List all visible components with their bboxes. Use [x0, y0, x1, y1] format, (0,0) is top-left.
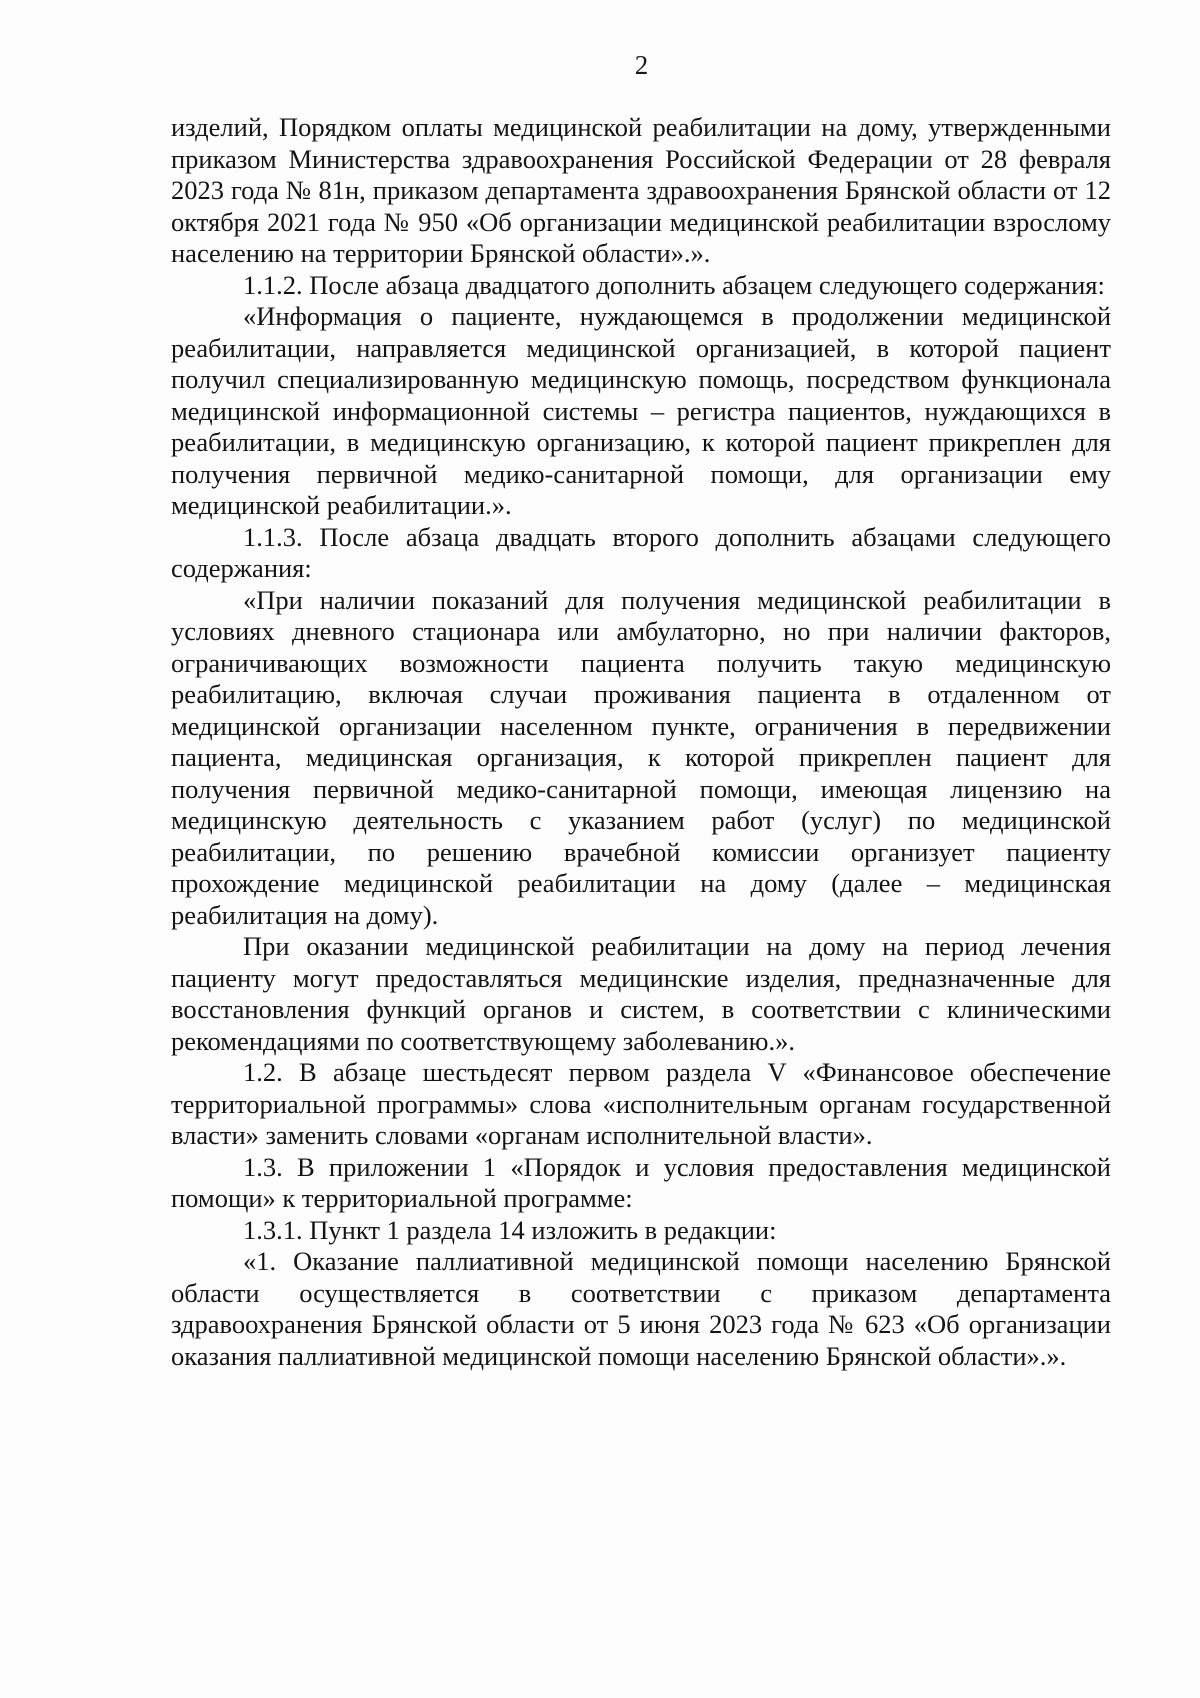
- paragraph-quote-patient-info: «Информация о пациенте, нуждающемся в продолжении медицинской реабилитации, направляется медицинской организацией, в которой пациент получил специализированную медицинскую помощь, посредством функционала медицинской информационной системы – регистра пациентов, нуждающихся в реабилитации, в медицинскую организацию, к которой пациент прикреплен для получения первичной медико-санитарной помощи, для организации ему медицинской реабилитации.».: [171, 301, 1111, 520]
- paragraph-continuation: изделий, Порядком оплаты медицинской реабилитации на дому, утвержденными приказом Министерства здравоохранения Российской Федерации от 28 февраля 2023 года № 81н, приказом департамента здравоохранения Брянской области от 12 октября 2021 года № 950 «Об организации медицинской реабилитации взрослому населению на территории Брянской области».».: [171, 112, 1111, 268]
- page-number: 2: [634, 50, 649, 80]
- paragraph-1-3: 1.3. В приложении 1 «Порядок и условия предоставления медицинской помощи» к территориальной программе:: [171, 1151, 1111, 1213]
- paragraph-1-1-3: 1.1.3. После абзаца двадцать второго дополнить абзацами следующего содержания:: [171, 521, 1111, 583]
- paragraph-quote-home-rehab: «При наличии показаний для получения медицинской реабилитации в условиях дневного стационара или амбулаторно, но при наличии факторов, ограничивающих возможности пациента получить такую медицинскую реабилитацию, включая случаи проживания пациента в отдаленном от медицинской организации населенном пункте, ограничения в передвижении пациента, медицинская организация, к которой прикреплен пациент для получения первичной медико-санитарной помощи, имеющая лицензию на медицинскую деятельность с указанием работ (услуг) по медицинской реабилитации, по решению врачебной комиссии организует пациенту прохождение медицинской реабилитации на дому (далее – медицинская реабилитация на дому).: [171, 584, 1111, 930]
- paragraph-1-3-1: 1.3.1. Пункт 1 раздела 14 изложить в редакции:: [243, 1214, 777, 1245]
- paragraph-1-2: 1.2. В абзаце шестьдесят первом раздела V «Финансовое обеспечение территориальной программы» слова «исполнительным органам государственной власти» заменить словами «органам исполнительной власти».: [171, 1057, 1111, 1150]
- paragraph-quote-palliative: «1. Оказание паллиативной медицинской помощи населению Брянской области осуществляется в соответствии с приказом департамента здравоохранения Брянской области от 5 июня 2023 года № 623 «Об организации оказания паллиативной медицинской помощи населению Брянской области».».: [171, 1246, 1111, 1371]
- document-body: [171, 112, 1111, 1372]
- paragraph-medical-devices: При оказании медицинской реабилитации на дому на период лечения пациенту могут предоставляться медицинские изделия, предназначенные для восстановления функций органов и систем, в соответствии с клиническими рекомендациями по соответствующему заболеванию.».: [171, 931, 1111, 1056]
- paragraph-1-1-2: 1.1.2. После абзаца двадцатого дополнить абзацем следующего содержания:: [243, 269, 1105, 300]
